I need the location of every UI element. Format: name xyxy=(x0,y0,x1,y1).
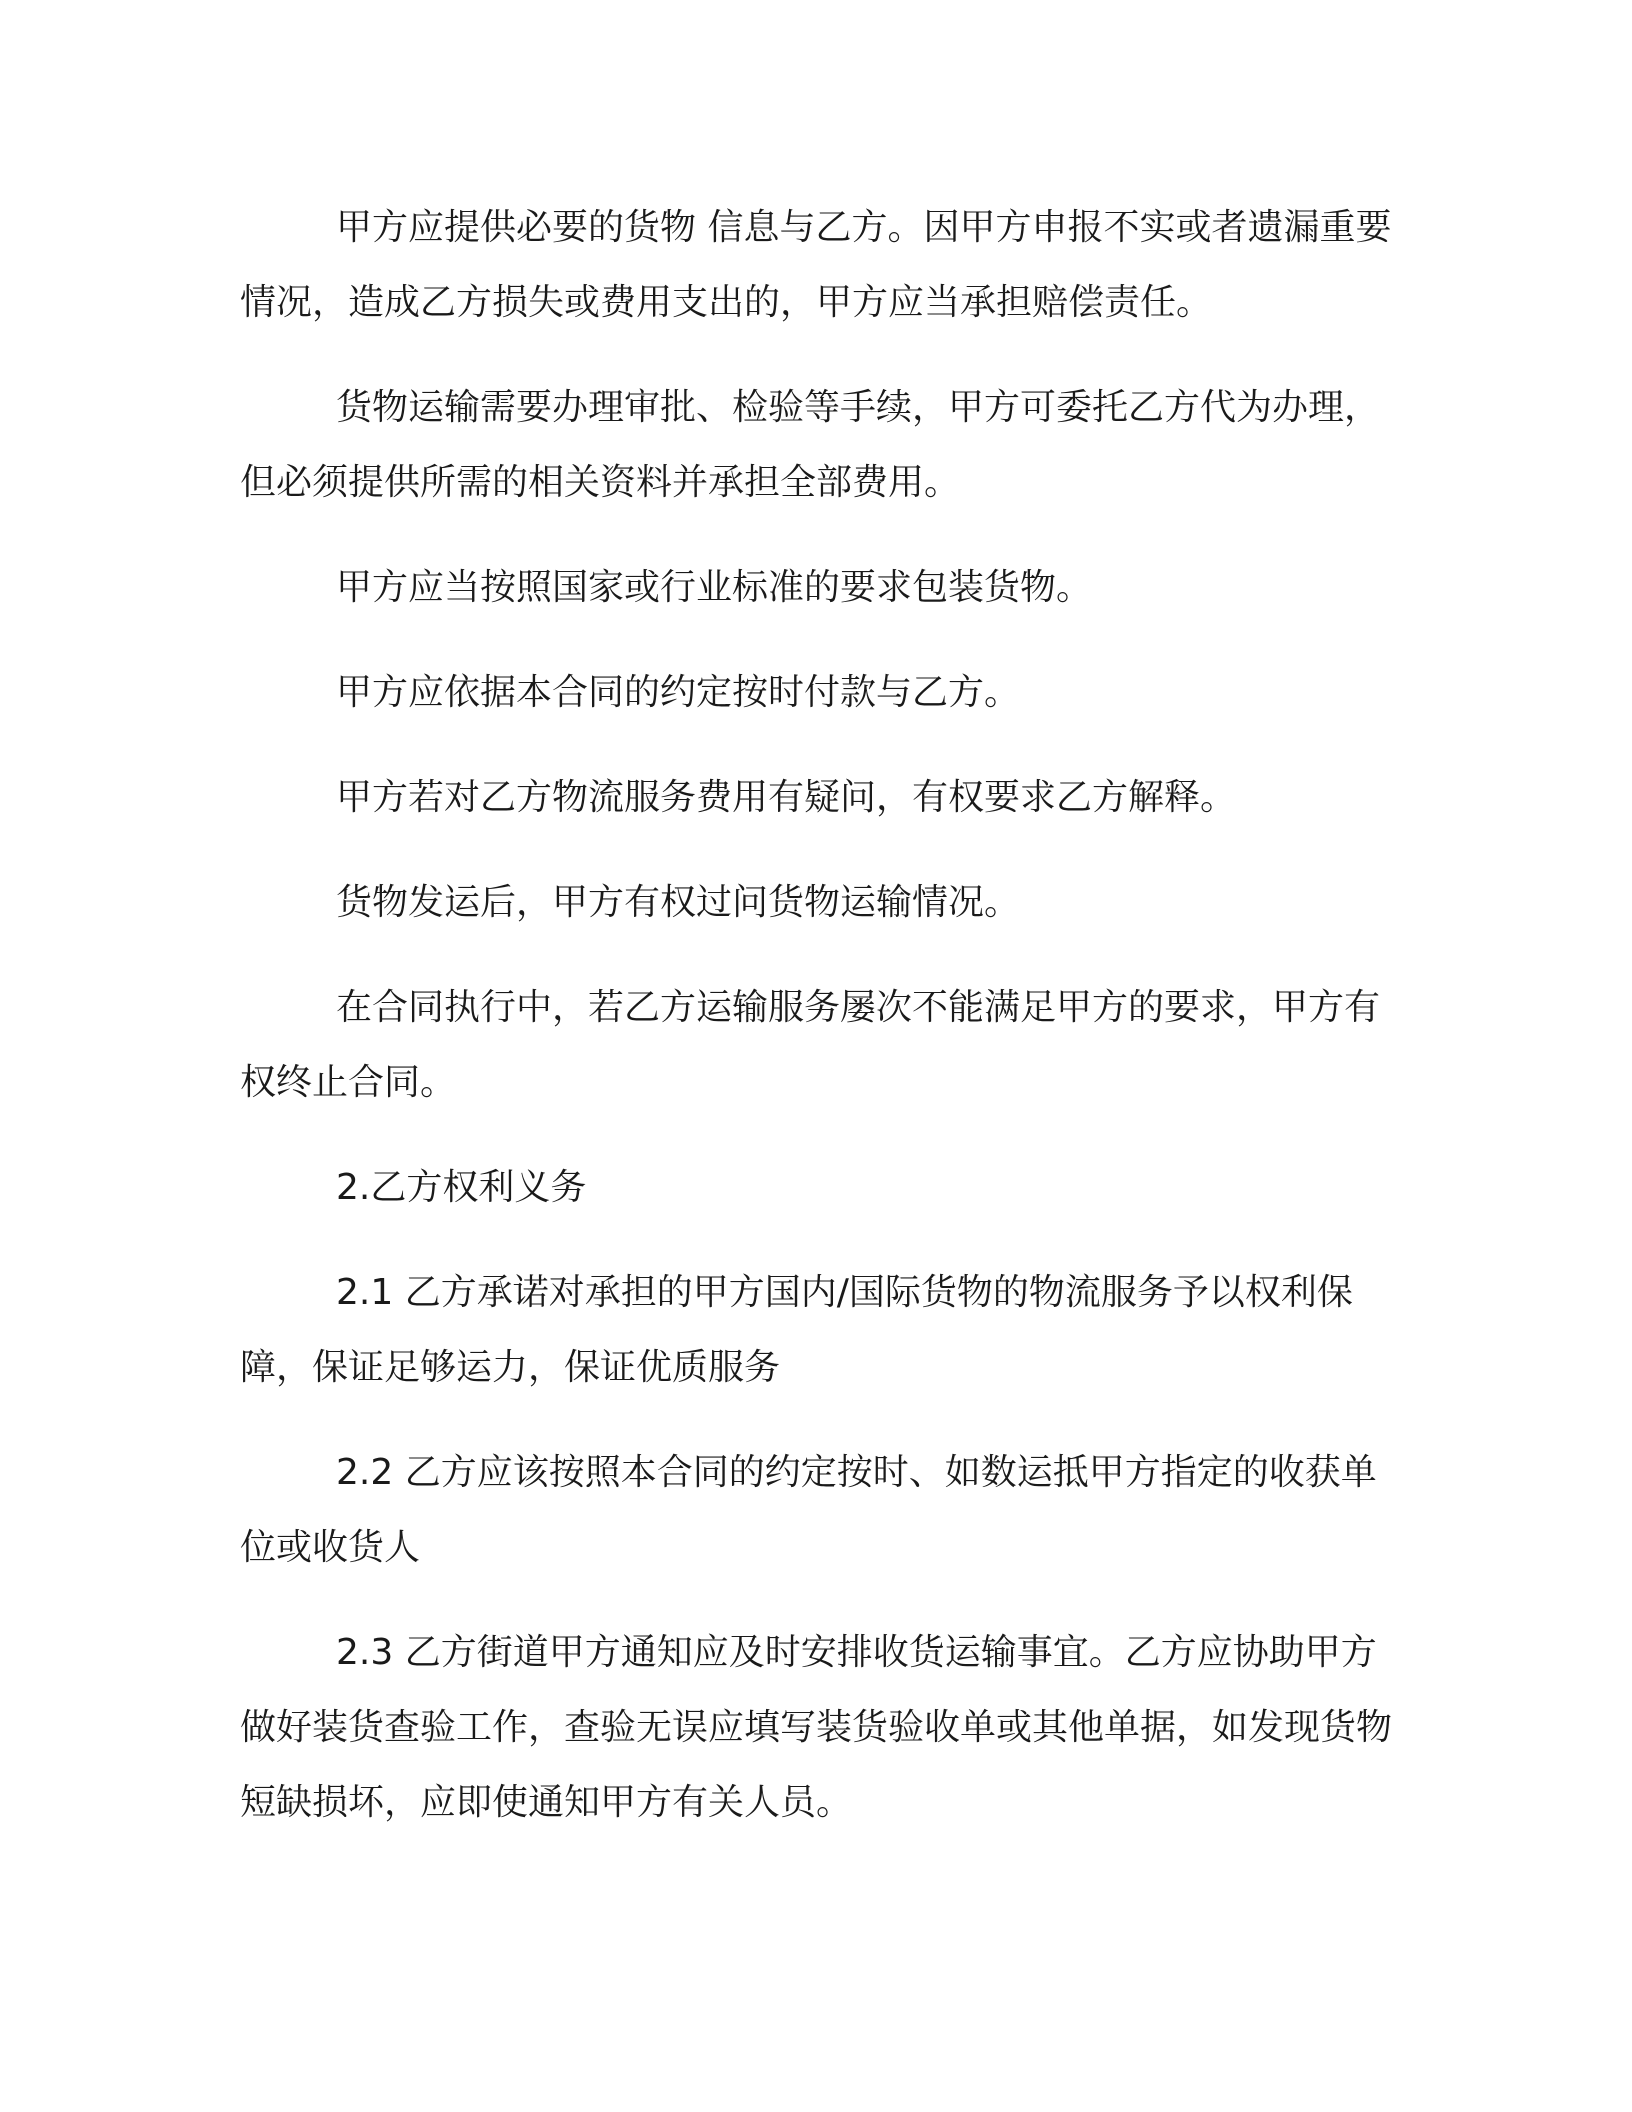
section-heading-party-b: 2.乙方权利义务 xyxy=(336,1167,587,1208)
paragraph-payment: 甲方应依据本合同的约定按时付款与乙方。 xyxy=(336,672,1021,713)
paragraph-packaging: 甲方应当按照国家或行业标准的要求包装货物。 xyxy=(336,567,1093,608)
paragraph-fee-questions: 甲方若对乙方物流服务费用有疑问，有权要求乙方解释。 xyxy=(336,777,1237,818)
document-body xyxy=(240,190,1400,1870)
paragraph-party-a-cargo-info: 甲方应提供必要的货物 信息与乙方。因甲方申报不实或者遗漏重要情况，造成乙方损失或费用支出的，甲方应当承担赔偿责任。 xyxy=(240,207,1392,323)
clause-2-3: 2.3 乙方街道甲方通知应及时安排收货运输事宜。乙方应协助甲方做好装货查验工作，查验无误应填写装货验收单或其他单据，如发现货物短缺损坏，应即使通知甲方有关人员。 xyxy=(240,1632,1393,1823)
paragraph-transport-inquiry: 货物发运后，甲方有权过问货物运输情况。 xyxy=(336,882,1021,923)
paragraph-termination-right: 在合同执行中，若乙方运输服务屡次不能满足甲方的要求，甲方有权终止合同。 xyxy=(240,987,1381,1103)
clause-2-2: 2.2 乙方应该按照本合同的约定按时、如数运抵甲方指定的收获单位或收货人 xyxy=(240,1452,1377,1568)
clause-2-1: 2.1 乙方承诺对承担的甲方国内/国际货物的物流服务予以权利保障，保证足够运力，保证优质服务 xyxy=(240,1272,1353,1388)
paragraph-approval-procedures: 货物运输需要办理审批、检验等手续，甲方可委托乙方代为办理，但必须提供所需的相关资料并承担全部费用。 xyxy=(240,387,1381,503)
